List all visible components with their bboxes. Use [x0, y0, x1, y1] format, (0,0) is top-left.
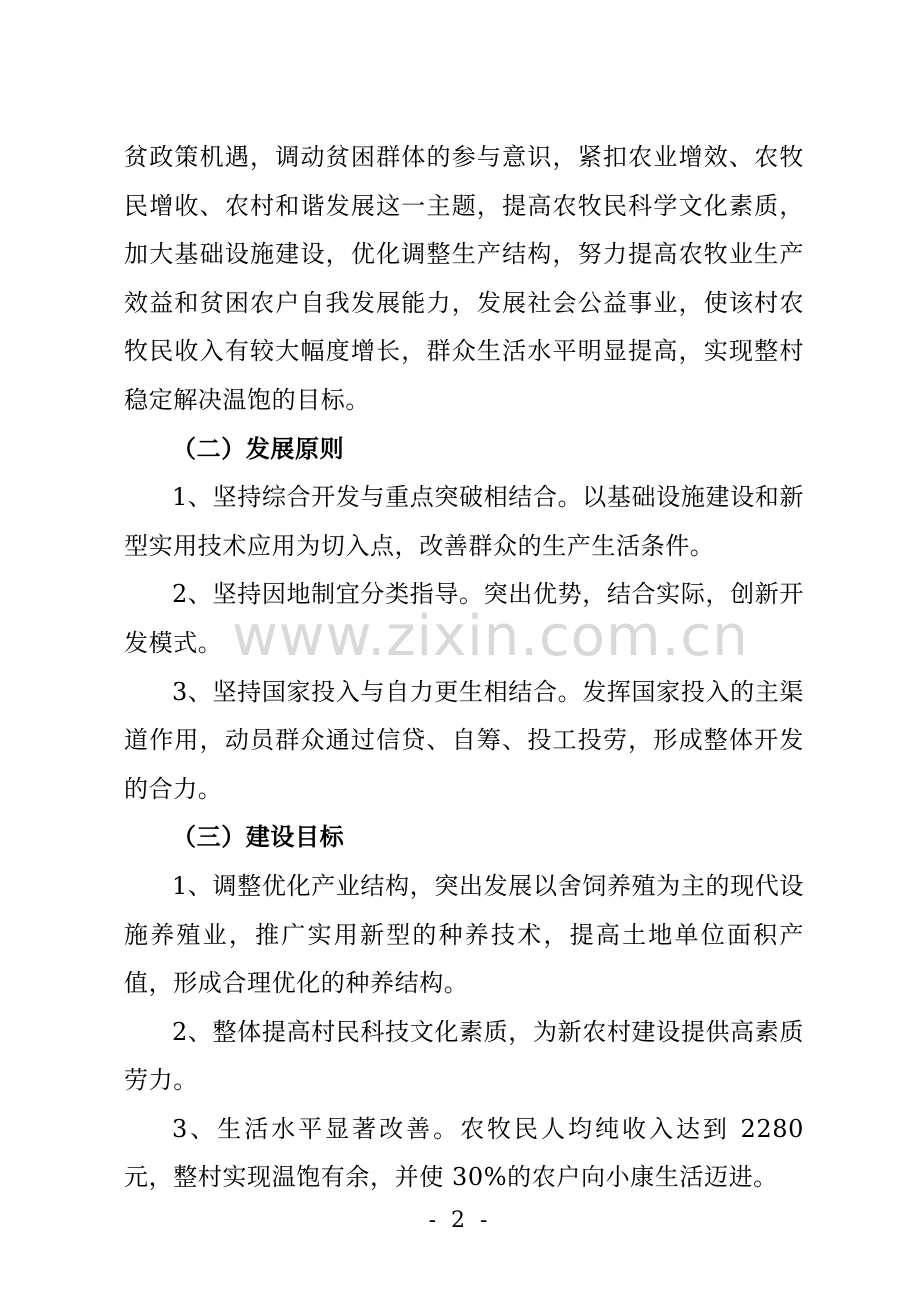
section-heading-goals: （三）建设目标	[172, 823, 345, 852]
watermark: www.zixin.com.cn	[232, 604, 749, 669]
principle-item-1: 1、坚持综合开发与重点突破相结合。以基础设施建设和新型实用技术应用为切入点，改善群众的生产生活条件。	[124, 483, 804, 560]
page-number: - 2 -	[428, 1208, 492, 1233]
goal-item-3: 3、生活水平显著改善。农牧民人均纯收入达到 2280 元，整村实现温饱有余，并使 30%的农户向小康生活迈进。	[124, 1114, 804, 1192]
goal-item-2: 2、整体提高村民科技文化素质，为新农村建设提供高素质劳力。	[124, 1017, 804, 1095]
section-heading-principles: （二）发展原则	[172, 434, 345, 463]
principle-item-3: 3、坚持国家投入与自力更生相结合。发挥国家投入的主渠道作用，动员群众通过信贷、自筹、投工投劳，形成整体开发的合力。	[124, 677, 804, 803]
intro-paragraph: 贫政策机遇，调动贫困群体的参与意识，紧扣农业增效、农牧民增收、农村和谐发展这一主题，提高农牧民科学文化素质，加大基础设施建设，优化调整生产结构，努力提高农牧业生产效益和贫困农户自我发展能力，发展社会公益事业，使该村农牧民收入有较大幅度增长，群众生活水平明显提高，实现整村稳定解决温饱的目标。	[124, 143, 804, 414]
document-body	[124, 133, 804, 1202]
goal-item-1: 1、调整优化产业结构，突出发展以舍饲养殖为主的现代设施养殖业，推广实用新型的种养技术，提高土地单位面积产值，形成合理优化的种养结构。	[124, 871, 804, 998]
principle-item-2: 2、坚持因地制宜分类指导。突出优势，结合实际，创新开发模式。	[124, 580, 804, 657]
